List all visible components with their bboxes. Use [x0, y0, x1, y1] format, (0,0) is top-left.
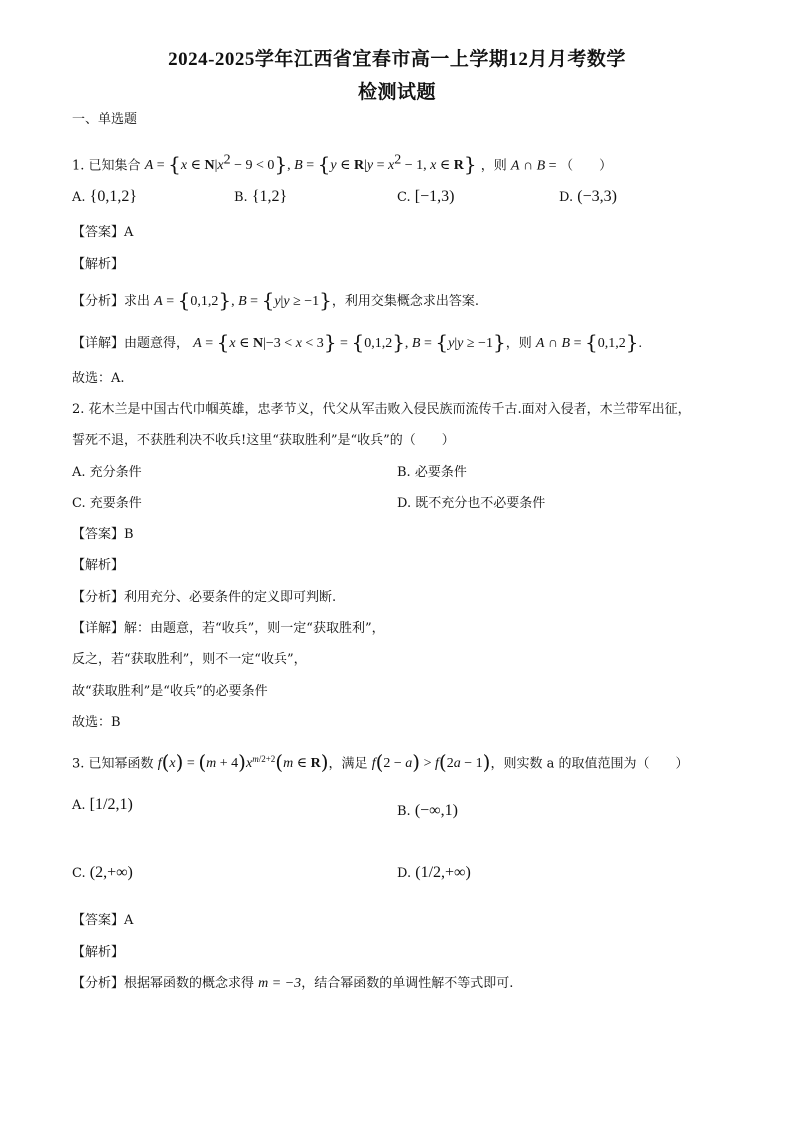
q3-option-d-value: (1/2,+∞) [415, 864, 471, 881]
q3-option-b-letter: B. [397, 804, 411, 819]
q3-option-b-value: (−∞,1) [414, 802, 458, 819]
q1-detail-formula: A = {x ∈ N|−3 < x < 3} = {0,1,2}, B = {y|y ≥ −1} [193, 330, 506, 354]
q1-detail-result: A ∩ B = {0,1,2}. [535, 330, 642, 354]
q2-analysis [72, 589, 336, 607]
q2-option-a-letter: A. [72, 465, 86, 480]
doc-title-line1: 2024-2025学年江西省宜春市高一上学期12月月考数学 [168, 49, 626, 70]
section-heading: 一、单选题 [72, 112, 138, 127]
q1-option-d-letter: D. [559, 190, 574, 205]
q1-analysis-pre: 求出 [124, 294, 151, 309]
q1-detail-pre: 由题意得， [124, 336, 190, 351]
q1-option-d [559, 188, 617, 207]
q3-option-a-value: [1/2,1) [89, 796, 133, 813]
q3-stem-suffix: ，则实数 a 的取值范围为（ ） [490, 756, 689, 772]
q1-answer [72, 224, 133, 242]
q2-option-c-value: 充要条件 [89, 496, 142, 511]
q3-option-c-value: (2,+∞) [89, 864, 133, 881]
q1-analysis [72, 288, 480, 312]
q2-option-d-value: 既不充分也不必要条件 [415, 496, 546, 511]
q1-analysis-formula: A = {0,1,2}, B = {y|y ≥ −1} [154, 288, 332, 312]
q1-choice-value: A. [111, 371, 125, 386]
q1-stem [72, 152, 612, 175]
q2-choice [72, 714, 121, 732]
q2-choice-value: B [111, 715, 121, 730]
q1-option-d-value: (−3,3) [577, 188, 617, 205]
detail-label: 【详解】 [72, 336, 125, 351]
q1-option-a-letter: A. [72, 190, 86, 205]
q1-intersection: A ∩ B = [510, 158, 561, 174]
q2-option-c [72, 495, 142, 513]
q3-stem-mid: ，满足 [328, 756, 368, 772]
q1-option-b [234, 188, 287, 207]
q3-stem-prefix: 3. 已知幂函数 [72, 756, 154, 772]
q1-jiexi: 【解析】 [72, 257, 125, 272]
q1-stem-end: （ ） [560, 158, 613, 174]
q3-analysis-post: ，结合幂函数的单调性解不等式即可. [301, 976, 514, 991]
q2-analysis-text: 利用充分、必要条件的定义即可判断. [124, 590, 337, 605]
q3-jiexi: 【解析】 [72, 945, 125, 960]
q1-option-c [397, 188, 454, 207]
q1-sets-formula: A = {x ∈ $N|x^2 - 9 < 0$}, B = {y ∈ $R|y = x^2 - 1$, x ∈ R} [144, 152, 477, 177]
q3-option-c-letter: C. [72, 866, 86, 881]
q2-option-c-letter: C. [72, 496, 86, 511]
doc-title-line2: 检测试题 [357, 82, 436, 103]
q3-answer [72, 912, 133, 930]
q1-option-c-letter: C. [397, 190, 411, 205]
choice-label: 故选： [72, 715, 112, 730]
q2-option-a [72, 464, 142, 482]
detail-label: 【详解】 [72, 621, 125, 636]
q2-detail-line2: 反之，若“获取胜利”，则不一定“收兵”， [72, 652, 307, 667]
q1-answer-value: A [124, 225, 134, 240]
q2-jiexi: 【解析】 [72, 558, 125, 573]
q3-option-a [72, 796, 133, 815]
q1-choice [72, 370, 125, 388]
q2-option-b [397, 464, 467, 482]
q1-detail [72, 330, 642, 354]
q3-option-b [397, 802, 458, 821]
q1-detail-mid: ，则 [505, 336, 532, 351]
q1-stem-prefix: 1. 已知集合 [72, 158, 141, 174]
q3-option-c [72, 864, 133, 883]
q2-stem-line2: 誓死不退，不获胜利决不收兵!这里“获取胜利”是“收兵”的（ ） [72, 433, 455, 448]
q2-detail-line1 [72, 620, 385, 638]
analysis-label: 【分析】 [72, 590, 125, 605]
q1-option-c-value: [−1,3) [414, 188, 455, 205]
q1-option-b-letter: B. [234, 190, 248, 205]
q3-analysis [72, 975, 513, 993]
analysis-label: 【分析】 [72, 976, 125, 991]
q2-answer [72, 526, 134, 544]
q1-stem-suffix: ，则 [480, 158, 507, 174]
q2-detail-text1: 解：由题意，若“收兵”，则一定“获取胜利”， [124, 621, 385, 636]
q2-option-a-value: 充分条件 [89, 465, 142, 480]
q2-option-b-value: 必要条件 [414, 465, 467, 480]
q2-answer-value: B [124, 527, 134, 542]
q3-function-formula: $f(x) = (m + 4)x^{m/2+2}(m$ ∈ R) [157, 750, 329, 775]
q3-stem [72, 750, 688, 773]
q2-option-d-letter: D. [397, 496, 412, 511]
q2-option-d [397, 495, 545, 513]
q1-option-a-value: {0,1,2} [89, 188, 138, 205]
q3-option-a-letter: A. [72, 798, 86, 813]
q1-option-a [72, 188, 137, 207]
q2-option-b-letter: B. [397, 465, 411, 480]
analysis-label: 【分析】 [72, 294, 125, 309]
q3-option-d [397, 864, 471, 883]
q1-analysis-post: ，利用交集概念求出答案. [331, 294, 480, 309]
q2-stem-line1: 2. 花木兰是中国古代巾帼英雄，忠孝节义，代父从军击败入侵民族而流传千古.面对入侵者，木兰带军出征， [72, 402, 691, 417]
answer-label: 【答案】 [72, 225, 125, 240]
q2-detail-line3: 故“获取胜利”是“收兵”的必要条件 [72, 684, 268, 699]
q3-analysis-formula: m = −3 [258, 976, 302, 991]
q3-analysis-pre: 根据幂函数的概念求得 [124, 976, 255, 991]
answer-label: 【答案】 [72, 913, 125, 928]
q3-answer-value: A [124, 913, 134, 928]
q3-option-d-letter: D. [397, 866, 412, 881]
answer-label: 【答案】 [72, 527, 125, 542]
q3-inequality-formula: f(2 − a) > f(2a − 1) [371, 750, 491, 775]
q1-option-b-value: {1,2} [251, 188, 288, 205]
choice-label: 故选： [72, 371, 112, 386]
